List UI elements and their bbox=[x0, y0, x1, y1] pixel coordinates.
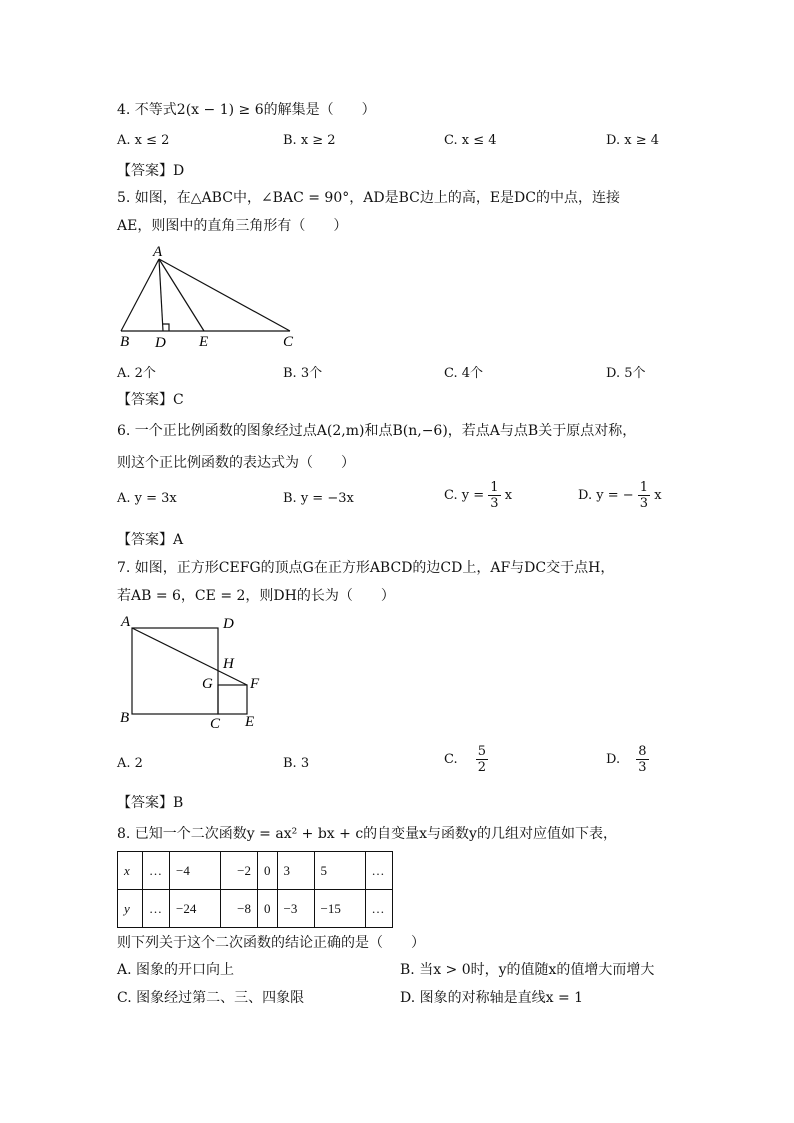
q7-stem-line1: 7. 如图，正方形CEFG的顶点G在正方形ABCD的边CD上，AF与DC交于点H， bbox=[117, 560, 615, 576]
q6-option-b: B. y = −3x bbox=[283, 491, 354, 506]
q7-label-a: A bbox=[121, 614, 131, 630]
q8-value-table bbox=[117, 851, 393, 928]
q6-option-d-denominator: 3 bbox=[639, 496, 649, 511]
q6-option-d-fraction bbox=[638, 480, 650, 511]
q8-table-cell: −15 bbox=[314, 890, 365, 928]
q8-table-row-y bbox=[118, 890, 393, 928]
q7-label-b: B bbox=[120, 710, 130, 726]
q8-table-cell: … bbox=[365, 852, 392, 890]
q7-label-d: D bbox=[223, 616, 234, 632]
q5-option-d: D. 5个 bbox=[606, 366, 646, 381]
q5-label-b: B bbox=[120, 334, 130, 350]
q8-table-cell: 3 bbox=[277, 852, 314, 890]
q7-square-abcd bbox=[132, 628, 218, 714]
q8-option-b: B. 当x > 0时，y的值随x的值增大而增大 bbox=[400, 962, 655, 978]
q8-table-cell: … bbox=[143, 852, 170, 890]
q7-option-c-fraction bbox=[476, 744, 488, 775]
q7-squares-figure bbox=[112, 608, 272, 734]
q7-stem-line2: 若AB = 6，CE = 2，则DH的长为（ ） bbox=[117, 588, 395, 604]
q4-option-b: B. x ≥ 2 bbox=[283, 133, 336, 148]
q5-label-d: D bbox=[155, 335, 166, 351]
q6-option-c-prefix: C. y = bbox=[444, 488, 485, 503]
q8-table-cell: … bbox=[143, 890, 170, 928]
q6-option-c-suffix: x bbox=[504, 488, 513, 503]
q7-label-g: G bbox=[202, 676, 213, 692]
q5-right-angle-mark bbox=[163, 324, 169, 331]
q5-stem-line2: AE，则图中的直角三角形有（ ） bbox=[117, 218, 348, 234]
q5-line-ad bbox=[159, 259, 163, 331]
q8-option-d: D. 图象的对称轴是直线x = 1 bbox=[400, 990, 584, 1006]
q4-answer: 【答案】D bbox=[117, 163, 185, 179]
q6-answer: 【答案】A bbox=[117, 532, 184, 548]
q8-question: 则下列关于这个二次函数的结论正确的是（ ） bbox=[117, 935, 425, 951]
q5-line-ab bbox=[121, 259, 159, 331]
q8-table-cell: −2 bbox=[221, 852, 258, 890]
q7-option-c-numerator: 5 bbox=[477, 744, 487, 759]
q8-table-cell: 5 bbox=[314, 852, 365, 890]
q7-label-f: F bbox=[250, 676, 260, 692]
q8-table-cell: y bbox=[118, 890, 143, 928]
q7-option-d-fraction bbox=[636, 744, 648, 775]
q8-table-cell: −4 bbox=[170, 852, 221, 890]
q6-stem-line2: 则这个正比例函数的表达式为（ ） bbox=[117, 455, 355, 471]
q4-option-d: D. x ≥ 4 bbox=[606, 133, 659, 148]
q8-table-cell: x bbox=[118, 852, 143, 890]
q6-option-c-fraction bbox=[488, 480, 500, 511]
q8-table-cell: … bbox=[365, 890, 392, 928]
q6-option-d-prefix: D. y = − bbox=[578, 488, 634, 503]
q4-option-a: A. x ≤ 2 bbox=[117, 133, 170, 148]
q7-option-d-prefix: D. bbox=[606, 752, 621, 767]
q8-option-a: A. 图象的开口向上 bbox=[117, 962, 235, 978]
q5-option-b: B. 3个 bbox=[283, 366, 323, 381]
q5-line-ac bbox=[159, 259, 290, 331]
q5-triangle-figure bbox=[110, 240, 310, 352]
q7-option-d bbox=[606, 744, 649, 775]
q7-answer: 【答案】B bbox=[117, 795, 184, 811]
q5-line-ae bbox=[159, 259, 204, 331]
q7-option-c bbox=[444, 744, 488, 775]
q6-stem-line1: 6. 一个正比例函数的图象经过点A(2,m)和点B(n,−6)，若点A与点B关于原点对称， bbox=[117, 423, 637, 439]
q6-option-c-denominator: 3 bbox=[490, 496, 499, 511]
q7-label-h: H bbox=[223, 656, 234, 672]
q5-option-a: A. 2个 bbox=[117, 366, 156, 381]
q8-table-cell: −8 bbox=[221, 890, 258, 928]
q5-answer: 【答案】C bbox=[117, 392, 184, 408]
q5-label-e: E bbox=[199, 334, 209, 350]
q8-option-c: C. 图象经过第二、三、四象限 bbox=[117, 990, 305, 1006]
q5-label-a: A bbox=[153, 244, 163, 260]
q4-stem: 4. 不等式2(x − 1) ≥ 6的解集是（ ） bbox=[117, 102, 376, 118]
q8-table-cell: −24 bbox=[170, 890, 221, 928]
q7-option-c-denominator: 2 bbox=[477, 760, 487, 775]
q7-option-a: A. 2 bbox=[117, 756, 143, 771]
q7-label-e: E bbox=[245, 714, 255, 730]
q6-option-c bbox=[444, 480, 512, 511]
q7-option-d-denominator: 3 bbox=[638, 760, 647, 775]
q6-option-a: A. y = 3x bbox=[117, 491, 177, 506]
q7-option-b: B. 3 bbox=[283, 756, 310, 771]
q7-option-d-numerator: 8 bbox=[638, 744, 647, 759]
q6-option-d bbox=[578, 480, 662, 511]
q6-option-d-suffix: x bbox=[654, 488, 662, 503]
q8-table-cell: −3 bbox=[277, 890, 314, 928]
q5-stem-line1: 5. 如图，在△ABC中，∠BAC = 90°，AD是BC边上的高，E是DC的中点，连接 bbox=[117, 190, 620, 206]
q8-table-cell: 0 bbox=[258, 890, 278, 928]
q5-option-c: C. 4个 bbox=[444, 366, 484, 381]
q7-label-c: C bbox=[210, 716, 221, 732]
q4-option-c: C. x ≤ 4 bbox=[444, 133, 497, 148]
q8-table-cell: 0 bbox=[258, 852, 278, 890]
q5-label-c: C bbox=[283, 334, 294, 350]
q7-square-cefg bbox=[218, 685, 247, 714]
q8-table-row-x bbox=[118, 852, 393, 890]
q6-option-d-numerator: 1 bbox=[639, 480, 649, 495]
q6-option-c-numerator: 1 bbox=[490, 480, 499, 495]
q7-option-c-prefix: C. bbox=[444, 752, 458, 767]
q8-stem: 8. 已知一个二次函数y = ax² + bx + c的自变量x与函数y的几组对应值如下表， bbox=[117, 826, 617, 842]
